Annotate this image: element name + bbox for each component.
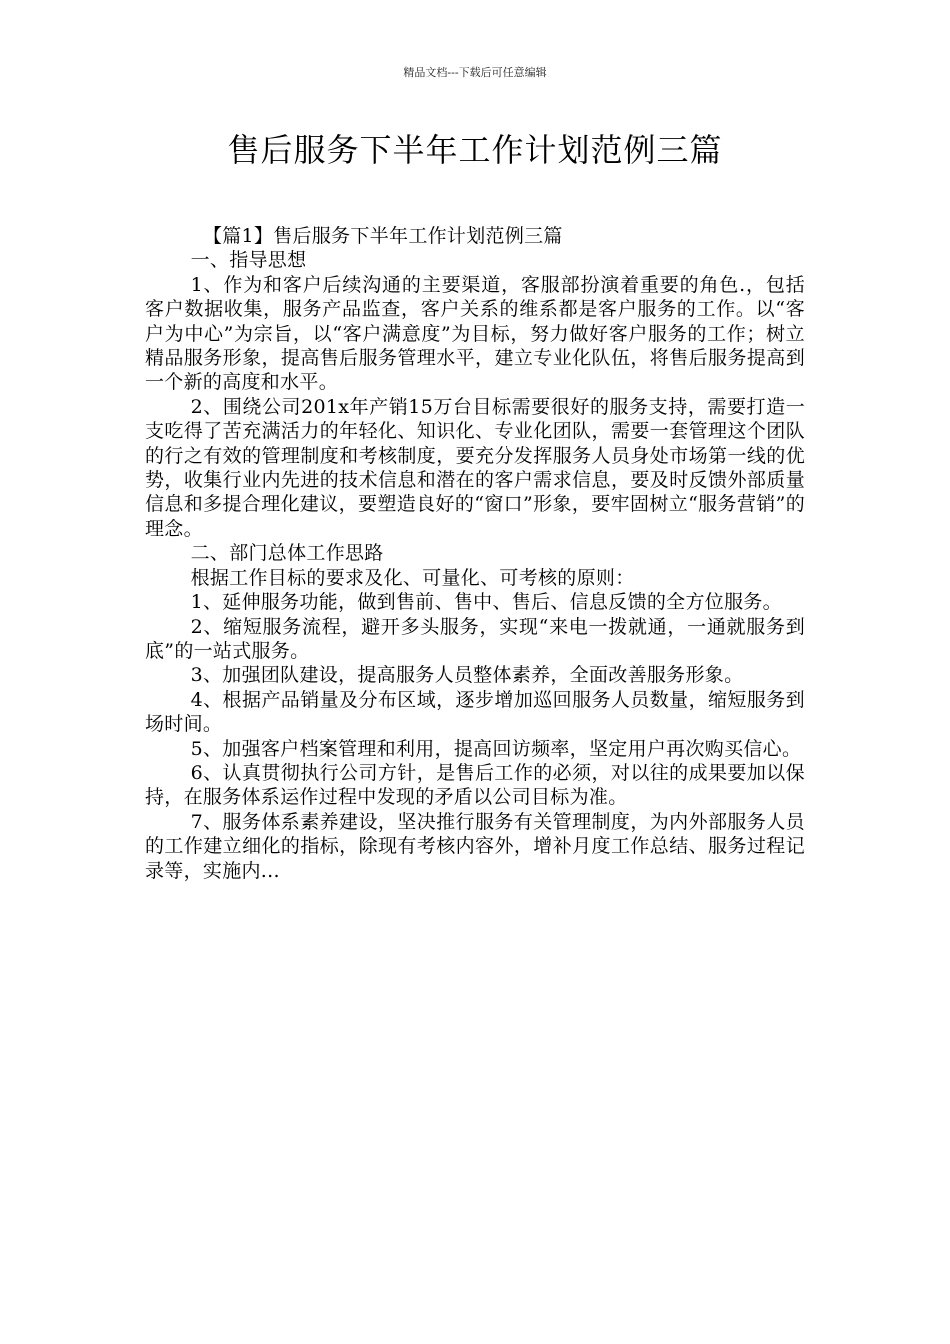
body-paragraph: 6、认真贯彻执行公司方针，是售后工作的必须，对以往的成果要加以保持，在服务体系运作过程中发现的矛盾以公司目标为准。 — [145, 761, 805, 809]
body-paragraph: 7、服务体系素养建设，坚决推行服务有关管理制度，为内外部服务人员的工作建立细化的指标，除现有考核内容外，增补月度工作总结、服务过程记录等，实施内... — [145, 810, 805, 882]
body-paragraph: 1、作为和客户后续沟通的主要渠道，客服部扮演着重要的角色.，包括客户数据收集，服务产品监查，客户关系的维系都是客户服务的工作。以“客户为中心”为宗旨，以“客户满意度”为目标，努力做好客户服务的工作；树立精品服务形象，提高售后服务管理水平，建立专业化队伍，将售后服务提高到一个新的高度和水平。 — [145, 273, 805, 394]
body-paragraph: 3、加强团队建设，提高服务人员整体素养，全面改善服务形象。 — [190, 664, 744, 687]
body-paragraph: 1、延伸服务功能，做到售前、售中、售后、信息反馈的全方位服务。 — [190, 591, 782, 614]
body-paragraph: 4、根据产品销量及分布区域，逐步增加巡回服务人员数量，缩短服务到场时间。 — [145, 688, 805, 736]
body-paragraph: 5、加强客户档案管理和利用，提高回访频率，坚定用户再次购买信心。 — [190, 737, 802, 760]
body-paragraph: 2、缩短服务流程，避开多头服务，实现“来电一拨就通，一通就服务到底”的一站式服务。 — [145, 615, 805, 662]
section-heading: 【篇1】售后服务下半年工作计划范例三篇 — [202, 225, 563, 247]
page-header: 精品文档---下载后可任意编辑 — [403, 66, 547, 79]
body-paragraph: 根据工作目标的要求及化、可量化、可考核的原则： — [190, 566, 635, 589]
document-body — [145, 224, 805, 883]
subsection-heading: 二、部门总体工作思路 — [190, 542, 384, 565]
document-title: 售后服务下半年工作计划范例三篇 — [227, 131, 723, 169]
subsection-heading: 一、指导思想 — [190, 249, 307, 272]
body-paragraph: 2、围绕公司201x年产销15万台目标需要很好的服务支持，需要打造一支吃得了苦充满活力的年轻化、知识化、专业化团队，需要一套管理这个团队的行之有效的管理制度和考核制度，要充分发挥服务人员身处市场第一线的优势，收集行业内先进的技术信息和潜在的客户需求信息，要及时反馈外部质量信息和多提合理化建议，要塑造良好的“窗口”形象，要牢固树立“服务营销”的理念。 — [145, 395, 805, 540]
